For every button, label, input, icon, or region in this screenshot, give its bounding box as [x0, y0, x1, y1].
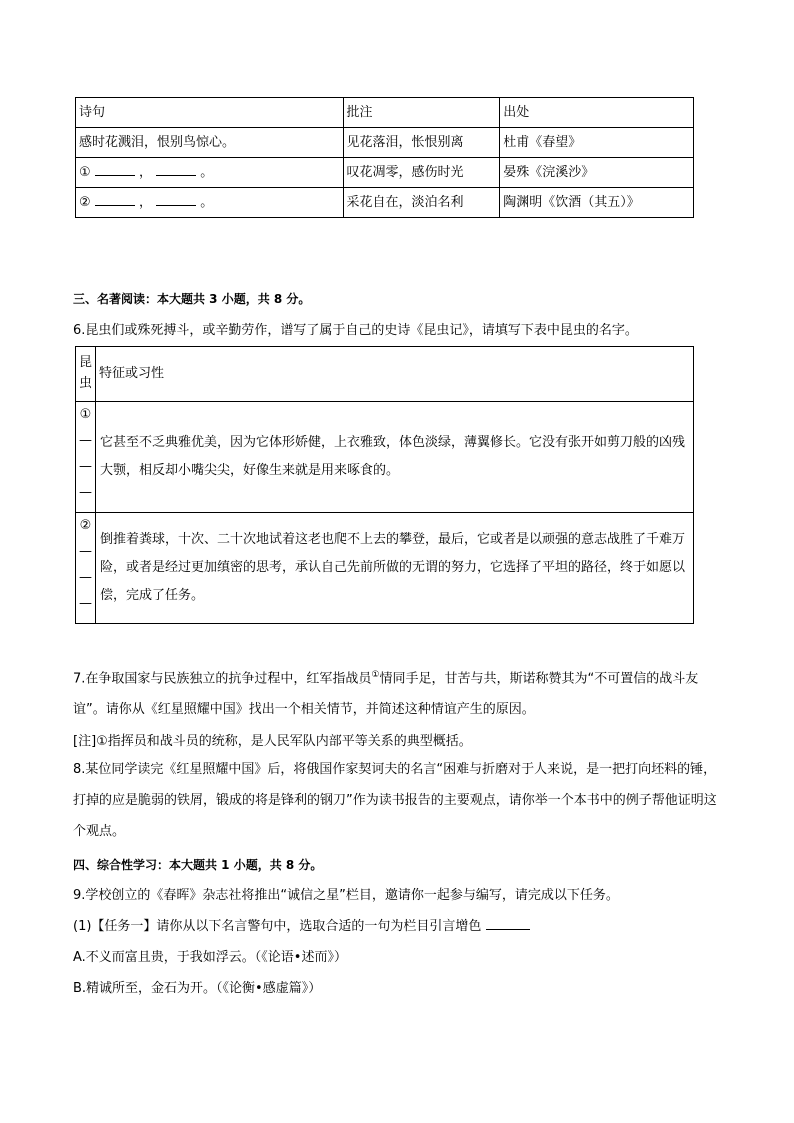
answer-blank[interactable] — [486, 917, 530, 930]
insect-table — [75, 346, 694, 624]
blank-end: 。 — [200, 194, 214, 210]
section-3-heading: 三、名著阅读：本大题共 3 小题，共 8 分。 — [73, 292, 311, 306]
table-row — [76, 402, 694, 513]
footnote-marker: ① — [371, 670, 380, 680]
table-cell: 叹花凋零，感伤时光 — [343, 158, 500, 188]
poem-table — [75, 97, 694, 218]
table-row — [76, 188, 694, 218]
row-marker: ② — [79, 194, 91, 210]
table-row — [76, 513, 694, 624]
blank-separator: ， — [138, 194, 152, 210]
answer-blank[interactable] — [95, 163, 135, 176]
task-1-text: (1)【任务一】请你从以下名言警句中，选取合适的一句为栏目引言增色 — [73, 915, 723, 934]
row-marker: ① — [79, 164, 91, 180]
header-cell: 出处 — [500, 98, 694, 128]
answer-blank[interactable] — [156, 193, 196, 206]
question-8-text: 8.某位同学读完《红星照耀中国》后，将俄国作家契诃夫的名言“困难与折磨对于人来说，是一把打向坯料的锤，打掉的应是脆弱的铁屑，锻成的将是锋利的钢刀”作为读书报告的主要观点，请你举一个本书中的例子帮他证明这个观点。 — [73, 762, 717, 839]
answer-blank[interactable]: — — [78, 570, 92, 585]
option-b: B.精诚所至，金石为开。（《论衡•感虚篇》） — [73, 981, 322, 996]
question-6-text: 6.昆虫们或殊死搏斗，或辛勤劳作，谱写了属于自己的史诗《昆虫记》，请填写下表中昆虫的名字。 — [73, 323, 638, 338]
header-cell: 诗句 — [76, 98, 344, 128]
question-7-note: [注]①指挥员和战斗员的统称，是人民军队内部平等关系的典型概括。 — [73, 734, 472, 749]
header-cell: 特征或习性 — [95, 347, 693, 402]
table-cell: 陶渊明《饮酒（其五）》 — [500, 188, 694, 218]
answer-blank[interactable]: — — [78, 544, 92, 559]
header-cell: 昆 虫 — [76, 347, 96, 402]
table-cell: 晏殊《浣溪沙》 — [500, 158, 694, 188]
table-row — [76, 158, 694, 188]
answer-blank[interactable]: — — [78, 485, 92, 500]
table-header-row — [76, 347, 694, 402]
insect-name-cell[interactable] — [76, 402, 96, 513]
table-cell: 杜甫《春望》 — [500, 128, 694, 158]
table-cell: 采花自在，淡泊名利 — [343, 188, 500, 218]
blank-end: 。 — [200, 164, 214, 180]
row-marker: ② — [79, 518, 92, 533]
description-cell: 它甚至不乏典雅优美，因为它体形娇健，上衣雅致，体色淡绿，薄翼修长。它没有张开如剪刀般的凶残大颚，相反却小嘴尖尖，好像生来就是用来啄食的。 — [95, 402, 693, 513]
table-cell — [76, 158, 344, 188]
table-row — [76, 128, 694, 158]
question-9-text: 9.学校创立的《春晖》杂志社将推出“诚信之星”栏目，邀请你一起参与编写，请完成以下任务。 — [73, 888, 619, 903]
answer-blank[interactable]: — — [78, 433, 92, 448]
answer-blank[interactable]: — — [78, 459, 92, 474]
answer-blank[interactable] — [95, 193, 135, 206]
answer-blank[interactable] — [156, 163, 196, 176]
option-a: A.不义而富且贵，于我如浮云。（《论语•述而》） — [73, 950, 347, 965]
blank-separator: ， — [138, 164, 152, 180]
table-cell: 感时花溅泪，恨别鸟惊心。 — [76, 128, 344, 158]
description-cell: 倒推着粪球，十次、二十次地试着这老也爬不上去的攀登，最后，它或者是以顽强的意志战胜了千难万险，或者是经过更加缜密的思考，承认自己先前所做的无谓的努力，它选择了平坦的路径，终于如愿以偿，完成了任务。 — [95, 513, 693, 624]
table-cell — [76, 188, 344, 218]
insect-name-cell[interactable] — [76, 513, 96, 624]
table-cell: 见花落泪，怅恨别离 — [343, 128, 500, 158]
header-cell: 批注 — [343, 98, 500, 128]
question-7-text: 7.在争取国家与民族独立的抗争过程中，红军指战员①情同手足，甘苦与共，斯诺称赞其为“不可置信的战斗友谊”。请你从《红星照耀中国》找出一个相关情节，并简述这种情谊产生的原因。 — [73, 670, 699, 718]
answer-blank[interactable]: — — [78, 596, 92, 611]
section-4-heading: 四、综合性学习：本大题共 1 小题，共 8 分。 — [73, 858, 323, 872]
row-marker: ① — [79, 407, 92, 422]
table-header-row — [76, 98, 694, 128]
